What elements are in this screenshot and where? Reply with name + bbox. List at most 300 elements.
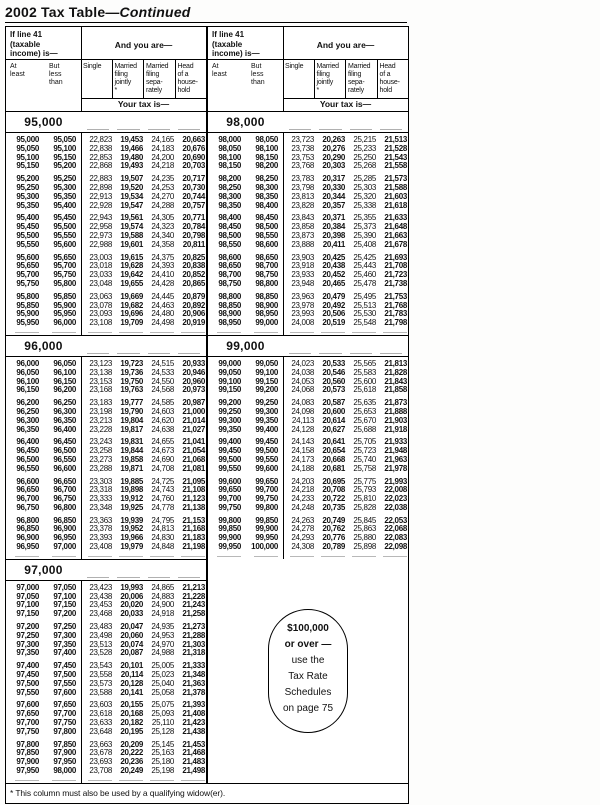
table-halves [6, 27, 408, 783]
cell-married-jointly: 19,885 [120, 476, 143, 486]
cell-but-less-than: 98,900 [255, 300, 278, 310]
cell-married-jointly: 19,520 [120, 182, 143, 192]
section-band [6, 335, 206, 357]
cell-head-of-household: 21,588 [384, 182, 407, 192]
cell-married-separately: 24,375 [151, 252, 174, 262]
header-line: Married [348, 63, 371, 70]
cell-head-of-household: 21,153 [182, 515, 205, 525]
cell-at-least: 95,200 [16, 174, 39, 184]
cell-at-least: 96,350 [16, 424, 39, 434]
column-dash [39, 553, 81, 557]
cell-but-less-than: 98,450 [255, 213, 278, 223]
column-dash [117, 129, 139, 130]
header-line: least [10, 71, 25, 78]
cell-but-less-than: 97,050 [53, 582, 76, 592]
cell-single: 23,693 [89, 757, 112, 767]
cell-married-separately: 25,478 [353, 278, 376, 288]
column-dash [289, 129, 311, 130]
cell-head-of-household: 20,906 [182, 309, 205, 319]
cell-but-less-than: 96,900 [53, 524, 76, 534]
cell-head-of-household: 22,008 [384, 485, 407, 495]
cell-head-of-household: 21,438 [182, 726, 205, 736]
cell-single: 23,453 [89, 600, 112, 610]
cell-married-jointly: 20,789 [322, 542, 345, 552]
cell-at-least: 97,550 [16, 687, 39, 697]
cell-at-least: 99,550 [218, 463, 241, 473]
cell-but-less-than: 98,700 [255, 261, 278, 271]
cell-married-jointly: 20,425 [322, 252, 345, 262]
cell-single: 24,113 [291, 415, 314, 425]
cell-married-jointly: 20,182 [120, 718, 143, 728]
cell-head-of-household: 21,183 [182, 533, 205, 543]
cell-head-of-household: 21,393 [182, 700, 205, 710]
cell-at-least: 95,000 [16, 135, 39, 144]
cell-but-less-than: 99,050 [255, 358, 278, 368]
column-dash [6, 553, 39, 557]
your-tax-is-label: Your tax is— [319, 99, 372, 109]
cell-married-jointly: 19,750 [120, 376, 143, 386]
header-line: income) is— [212, 49, 260, 58]
cell-at-least: 97,100 [16, 600, 39, 610]
column-dash [376, 329, 407, 333]
cell-married-jointly: 20,762 [322, 524, 345, 534]
cell-at-least: 98,900 [218, 309, 241, 319]
cell-but-less-than: 97,650 [53, 700, 76, 710]
cell-single: 23,078 [89, 300, 112, 310]
cell-head-of-household: 21,978 [384, 463, 407, 473]
section-body [6, 133, 206, 335]
cell-but-less-than: 95,550 [53, 230, 76, 240]
cell-married-jointly: 19,804 [120, 415, 143, 425]
cell-married-jointly: 20,020 [120, 600, 143, 610]
cell-married-jointly: 19,898 [120, 485, 143, 495]
column-dash [241, 329, 283, 333]
cell-single: 24,308 [291, 542, 314, 552]
cell-single: 23,423 [89, 582, 112, 592]
cell-single: 23,288 [89, 463, 112, 473]
cell-single: 24,008 [291, 318, 314, 328]
cell-married-jointly: 20,195 [120, 726, 143, 736]
table-row [6, 241, 206, 250]
cell-head-of-household: 20,744 [182, 191, 205, 201]
cell-head-of-household: 21,903 [384, 415, 407, 425]
cell-married-jointly: 20,168 [120, 709, 143, 719]
band-dashes [283, 112, 408, 132]
cell-at-least: 99,000 [218, 358, 241, 368]
cell-single: 24,068 [291, 385, 314, 395]
cell-but-less-than: 96,550 [53, 454, 76, 464]
table-row [6, 767, 206, 776]
cell-at-least: 95,400 [16, 213, 39, 223]
header-line: less [49, 71, 62, 78]
cell-head-of-household: 20,987 [182, 398, 205, 408]
cell-head-of-household: 20,973 [182, 385, 205, 395]
cell-single: 23,543 [89, 661, 112, 671]
cell-head-of-household: 21,648 [384, 222, 407, 232]
cell-single: 22,868 [89, 161, 112, 171]
cell-married-separately: 24,988 [151, 648, 174, 658]
cell-but-less-than: 97,900 [53, 748, 76, 758]
header-line: filing [146, 71, 160, 78]
column-dash [87, 129, 109, 130]
cell-at-least: 96,100 [16, 376, 39, 386]
cell-married-jointly: 19,939 [120, 515, 143, 525]
cell-married-separately: 24,165 [151, 135, 174, 144]
cell-married-separately: 24,970 [151, 639, 174, 649]
cell-at-least: 96,150 [16, 385, 39, 395]
cell-single: 24,053 [291, 376, 314, 386]
header-line: house- [177, 79, 198, 86]
cell-married-jointly: 19,723 [120, 358, 143, 368]
cell-but-less-than: 96,150 [53, 376, 76, 386]
cell-but-less-than: 97,950 [53, 757, 76, 767]
cell-married-jointly: 19,817 [120, 424, 143, 434]
cell-single: 23,573 [89, 678, 112, 688]
cell-married-jointly: 19,831 [120, 437, 143, 447]
cell-married-separately: 25,740 [353, 454, 376, 464]
cell-married-jointly: 19,453 [120, 135, 143, 144]
cell-married-jointly: 20,546 [322, 367, 345, 377]
table-row [6, 386, 206, 395]
cell-but-less-than: 97,550 [53, 678, 76, 688]
cell-single: 24,083 [291, 398, 314, 408]
cell-single: 23,873 [291, 230, 314, 240]
cell-married-jointly: 20,492 [322, 300, 345, 310]
cell-married-jointly: 20,587 [322, 398, 345, 408]
cell-at-least: 96,650 [16, 485, 39, 495]
header-line: sepa- [348, 79, 365, 86]
cell-head-of-household: 21,288 [182, 630, 205, 640]
cell-married-jointly: 20,465 [322, 278, 345, 288]
cell-at-least: 96,950 [16, 542, 39, 552]
cell-at-least: 98,600 [218, 252, 241, 262]
section-body [208, 133, 408, 335]
column-dash [148, 577, 170, 578]
cell-married-jointly: 20,087 [120, 648, 143, 658]
cell-single: 23,963 [291, 291, 314, 301]
cell-married-separately: 25,075 [151, 700, 174, 710]
column-dash [345, 329, 376, 333]
cell-but-less-than: 96,450 [53, 437, 76, 447]
column-dash [143, 553, 174, 557]
header-line: filing [114, 71, 128, 78]
cell-head-of-household: 21,933 [384, 437, 407, 447]
header-spacer [6, 99, 81, 111]
cell-at-least: 95,800 [16, 291, 39, 301]
cell-at-least: 95,850 [16, 300, 39, 310]
cell-head-of-household: 21,873 [384, 398, 407, 408]
column-dash [314, 553, 345, 557]
cell-but-less-than: 99,350 [255, 415, 278, 425]
cell-single: 24,203 [291, 476, 314, 486]
cell-but-less-than: 96,350 [53, 415, 76, 425]
section-end-dashes [208, 553, 408, 557]
cell-married-separately: 24,620 [151, 415, 174, 425]
cell-married-separately: 25,443 [353, 261, 376, 271]
header-line: At [10, 63, 17, 70]
cell-married-separately: 24,953 [151, 630, 174, 640]
header-line: Married [146, 63, 169, 70]
cell-married-jointly: 20,708 [322, 485, 345, 495]
col-header-head-of-household [175, 60, 207, 98]
header-line: If line 41 [10, 30, 43, 39]
cell-head-of-household: 21,783 [384, 309, 407, 319]
cell-head-of-household: 21,068 [182, 454, 205, 464]
cell-single: 22,853 [89, 152, 112, 162]
cell-married-separately: 24,480 [151, 309, 174, 319]
column-dash [319, 129, 341, 130]
cell-head-of-household: 22,038 [384, 502, 407, 512]
cell-married-separately: 24,708 [151, 463, 174, 473]
cell-but-less-than: 96,600 [53, 463, 76, 473]
cell-but-less-than: 97,350 [53, 639, 76, 649]
cell-married-jointly: 20,573 [322, 385, 345, 395]
cell-married-jointly: 20,101 [120, 661, 143, 671]
cell-head-of-household: 22,083 [384, 533, 407, 543]
column-dash [112, 553, 143, 557]
cell-but-less-than: 98,500 [255, 222, 278, 232]
cell-at-least: 99,600 [218, 476, 241, 486]
cell-married-jointly: 19,777 [120, 398, 143, 408]
cell-single: 23,258 [89, 446, 112, 456]
cell-married-jointly: 20,398 [322, 230, 345, 240]
column-dash [283, 553, 314, 557]
note-line: Schedules [284, 686, 332, 698]
cell-married-jointly: 20,222 [120, 748, 143, 758]
cell-but-less-than: 95,850 [53, 291, 76, 301]
header-line: filing [316, 71, 330, 78]
cell-single: 23,093 [89, 309, 112, 319]
cell-head-of-household: 21,258 [182, 609, 205, 619]
cell-married-separately: 25,373 [353, 222, 376, 232]
cell-single: 23,783 [291, 174, 314, 184]
cell-head-of-household: 21,213 [182, 582, 205, 592]
header-line: than [49, 79, 63, 86]
cell-but-less-than: 99,900 [255, 524, 278, 534]
cell-head-of-household: 21,513 [384, 135, 407, 144]
cell-single: 23,663 [89, 739, 112, 749]
cell-married-jointly: 20,276 [322, 143, 345, 153]
cell-but-less-than: 99,600 [255, 463, 278, 473]
cell-at-least: 98,350 [218, 200, 241, 210]
column-dash [148, 353, 170, 354]
cell-married-separately: 25,460 [353, 270, 376, 280]
cell-married-separately: 25,198 [151, 766, 174, 776]
cell-married-separately: 24,410 [151, 270, 174, 280]
cell-at-least: 97,300 [16, 639, 39, 649]
cell-married-jointly: 20,114 [120, 670, 143, 680]
cell-head-of-household: 21,708 [384, 261, 407, 271]
cell-single: 23,318 [89, 485, 112, 495]
cell-but-less-than: 99,650 [255, 476, 278, 486]
and-you-are-label: And you are— [316, 40, 375, 50]
cell-married-separately: 25,285 [353, 174, 376, 184]
header-line: * [316, 87, 320, 94]
cell-married-jointly: 19,912 [120, 494, 143, 504]
cell-head-of-household: 21,693 [384, 252, 407, 262]
cell-single: 23,483 [89, 622, 112, 632]
cell-at-least: 98,550 [218, 239, 241, 249]
cell-single: 24,278 [291, 524, 314, 534]
section-body [6, 357, 206, 559]
cell-but-less-than: 96,300 [53, 406, 76, 416]
table-row [6, 504, 206, 513]
cell-married-jointly: 19,588 [120, 230, 143, 240]
cell-head-of-household: 21,753 [384, 291, 407, 301]
column-dash [208, 329, 241, 333]
cell-married-jointly: 20,128 [120, 678, 143, 688]
cell-but-less-than: 96,400 [53, 424, 76, 434]
cell-single: 23,123 [89, 358, 112, 368]
cell-married-separately: 24,218 [151, 161, 174, 171]
cell-married-jointly: 20,303 [322, 161, 345, 171]
cell-married-jointly: 20,668 [322, 454, 345, 464]
column-dash [319, 353, 341, 354]
column-dash [283, 329, 314, 333]
cell-single: 22,958 [89, 222, 112, 232]
cell-but-less-than: 99,850 [255, 515, 278, 525]
cell-head-of-household: 21,108 [182, 485, 205, 495]
cell-single: 23,648 [89, 726, 112, 736]
cell-married-separately: 25,618 [353, 385, 376, 395]
cell-single: 23,723 [291, 135, 314, 144]
cell-married-separately: 25,268 [353, 161, 376, 171]
section-end-dashes [208, 329, 408, 333]
cell-but-less-than: 96,800 [53, 502, 76, 512]
cell-married-jointly: 20,209 [120, 739, 143, 749]
cell-married-separately: 24,428 [151, 278, 174, 288]
table-row [208, 504, 408, 513]
column-dash [81, 777, 112, 781]
header-line: But [49, 63, 60, 70]
cell-but-less-than: 98,150 [255, 152, 278, 162]
cell-head-of-household: 21,228 [182, 591, 205, 601]
cell-married-jointly: 19,952 [120, 524, 143, 534]
cell-married-jointly: 20,438 [322, 261, 345, 271]
cell-but-less-than: 98,650 [255, 252, 278, 262]
cell-married-jointly: 20,371 [322, 213, 345, 223]
cell-but-less-than: 97,400 [53, 648, 76, 658]
band-dashes [81, 112, 206, 132]
cell-head-of-household: 21,543 [384, 152, 407, 162]
cell-at-least: 97,600 [16, 700, 39, 710]
cell-married-separately: 25,863 [353, 524, 376, 534]
column-dash [81, 553, 112, 557]
cell-single: 23,618 [89, 709, 112, 719]
col-header-at-least [208, 60, 241, 99]
cell-at-least: 96,750 [16, 502, 39, 512]
header-line: house- [379, 79, 400, 86]
cell-married-jointly: 20,627 [322, 424, 345, 434]
cell-head-of-household: 21,348 [182, 670, 205, 680]
cell-married-jointly: 19,966 [120, 533, 143, 543]
col-header-but-less-than [241, 60, 283, 99]
cell-single: 24,188 [291, 463, 314, 473]
table-row [208, 280, 408, 289]
header-line: filing [348, 71, 362, 78]
cell-head-of-household: 21,123 [182, 494, 205, 504]
cell-head-of-household: 20,730 [182, 182, 205, 192]
cell-married-separately: 24,778 [151, 502, 174, 512]
cell-but-less-than: 99,950 [255, 533, 278, 543]
cell-married-separately: 25,670 [353, 415, 376, 425]
cell-but-less-than: 99,100 [255, 367, 278, 377]
cell-head-of-household: 22,098 [384, 542, 407, 552]
cell-at-least: 98,200 [218, 174, 241, 184]
cell-married-separately: 25,023 [151, 670, 174, 680]
section-label: 97,000 [24, 562, 63, 577]
header-line: hold [379, 87, 392, 94]
column-dash [314, 329, 345, 333]
cell-married-separately: 24,288 [151, 200, 174, 210]
cell-at-least: 96,300 [16, 415, 39, 425]
cell-but-less-than: 98,800 [255, 278, 278, 288]
cell-at-least: 98,650 [218, 261, 241, 271]
cell-at-least: 95,600 [16, 252, 39, 262]
table-row [6, 649, 206, 658]
cell-single: 23,333 [89, 494, 112, 504]
cell-but-less-than: 98,200 [255, 161, 278, 171]
cell-married-jointly: 20,654 [322, 446, 345, 456]
cell-married-jointly: 20,519 [322, 318, 345, 328]
cell-but-less-than: 99,150 [255, 376, 278, 386]
cell-but-less-than: 99,700 [255, 485, 278, 495]
cell-married-separately: 25,128 [151, 726, 174, 736]
cell-at-least: 99,400 [218, 437, 241, 447]
cell-but-less-than: 98,300 [255, 182, 278, 192]
cell-married-separately: 24,883 [151, 591, 174, 601]
header-line: rately [146, 87, 162, 94]
cell-head-of-household: 21,723 [384, 270, 407, 280]
header-line: jointly [114, 79, 131, 86]
cell-single: 23,753 [291, 152, 314, 162]
cell-head-of-household: 21,858 [384, 385, 407, 395]
cell-married-jointly: 19,507 [120, 174, 143, 184]
cell-at-least: 99,300 [218, 415, 241, 425]
cell-at-least: 97,050 [16, 591, 39, 601]
cell-head-of-household: 21,138 [182, 502, 205, 512]
table-row [208, 426, 408, 435]
cell-at-least: 96,200 [16, 398, 39, 408]
cell-single: 23,378 [89, 524, 112, 534]
title-main: 2002 Tax Table [5, 4, 106, 20]
column-dash [208, 553, 241, 557]
header-row-top [6, 27, 206, 60]
cell-single: 23,888 [291, 239, 314, 249]
cell-head-of-household: 21,243 [182, 600, 205, 610]
note-line: Tax Rate [288, 670, 328, 682]
cell-head-of-household: 20,892 [182, 300, 205, 310]
header-line: than [251, 79, 265, 86]
cell-married-separately: 25,513 [353, 300, 376, 310]
cell-married-separately: 25,793 [353, 485, 376, 495]
cell-head-of-household: 21,000 [182, 406, 205, 416]
cell-at-least: 98,400 [218, 213, 241, 223]
section-label: 99,000 [226, 338, 265, 353]
cell-married-jointly: 19,736 [120, 367, 143, 377]
cell-at-least: 96,000 [16, 358, 39, 368]
cell-at-least: 99,250 [218, 406, 241, 416]
cell-married-separately: 24,743 [151, 485, 174, 495]
column-dash [178, 129, 200, 130]
cell-at-least: 97,750 [16, 726, 39, 736]
cell-single: 22,883 [89, 174, 112, 184]
cell-at-least: 98,250 [218, 182, 241, 192]
tax-column-headers [81, 60, 206, 99]
cell-married-separately: 25,653 [353, 406, 376, 416]
cell-but-less-than: 97,450 [53, 661, 76, 671]
cell-single: 23,558 [89, 670, 112, 680]
